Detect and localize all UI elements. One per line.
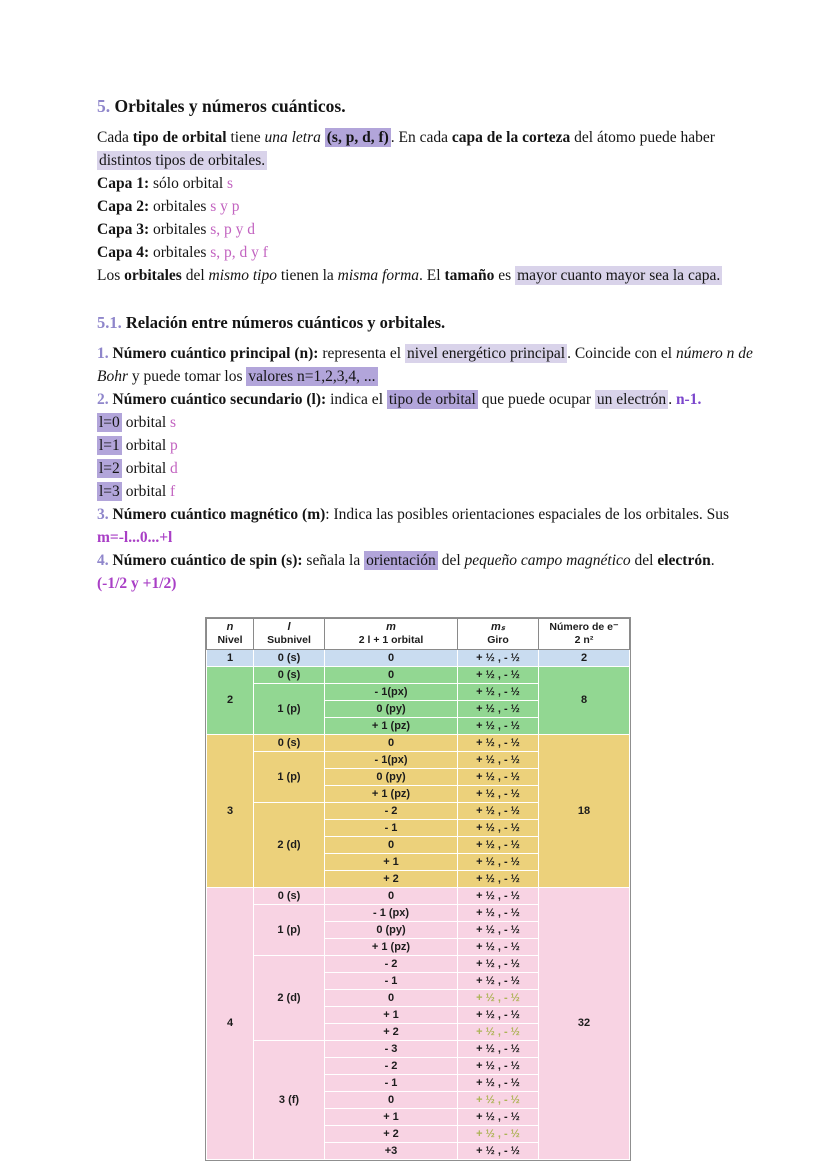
cell-spin: + ½ , - ½ [458, 1041, 539, 1058]
table-row [207, 667, 630, 684]
text-run: Los [97, 267, 125, 284]
formula-run: (-1/2 y +1/2) [97, 575, 177, 592]
highlight-run: (s, p, d, f) [326, 129, 389, 146]
cell-spin: + ½ , - ½ [458, 990, 539, 1007]
col-header-subnivel [254, 619, 325, 650]
text-run: . El [419, 267, 445, 284]
cell-m: + 2 [325, 871, 458, 888]
item-principal-n [97, 342, 759, 388]
orbital-letters: p [170, 437, 178, 454]
cell-nivel: 2 [207, 667, 254, 735]
text-run: capa de la corteza [451, 129, 571, 146]
capa-label: Capa 2: [97, 198, 150, 215]
list-number: 3. [97, 506, 113, 523]
cell-subnivel: 1 (p) [254, 752, 325, 803]
l-value-tag: l=2 [99, 460, 120, 477]
formula-run: n-1. [675, 391, 702, 408]
orbital-letters: f [170, 483, 176, 500]
cell-m: 0 [325, 650, 458, 667]
text-run: Número cuántico principal (n): [112, 345, 319, 362]
cell-nivel: 1 [207, 650, 254, 667]
subsection-number: 5.1. [97, 313, 122, 332]
cell-m: + 1 (pz) [325, 939, 458, 956]
header-label: Subnivel [267, 634, 311, 646]
cell-spin: + ½ , - ½ [458, 922, 539, 939]
highlight-run: orientación [366, 552, 436, 569]
text-run: pequeño campo magnético [464, 552, 631, 569]
cell-subnivel: 2 (d) [254, 956, 325, 1041]
item-secundario-l [97, 388, 759, 411]
section-number: 5. [97, 96, 111, 116]
cell-spin: + ½ , - ½ [458, 1058, 539, 1075]
cell-m: - 1 [325, 973, 458, 990]
text-run: orbitales [149, 244, 211, 261]
cell-spin: + ½ , - ½ [458, 1024, 539, 1041]
cell-subnivel: 0 (s) [254, 667, 325, 684]
table-row [207, 650, 630, 667]
highlight-run: valores n=1,2,3,4, ... [248, 368, 376, 385]
cell-m: - 2 [325, 803, 458, 820]
list-number: 1. [97, 345, 113, 362]
capa-label: Capa 1: [97, 175, 150, 192]
text-run: electrón [657, 552, 711, 569]
header-symbol: l [287, 621, 291, 633]
cell-subnivel: 1 (p) [254, 905, 325, 956]
header-label: 2 l + 1 orbital [358, 634, 424, 646]
text-run: orbitales [124, 267, 182, 284]
formula-run: m=-l...0...+l [97, 529, 173, 546]
l-value-line-1 [97, 434, 759, 457]
text-run: . En cada [390, 129, 452, 146]
cell-spin: + ½ , - ½ [458, 701, 539, 718]
cell-m: 0 (py) [325, 701, 458, 718]
orbital-letters: s [170, 414, 177, 431]
header-label: Nivel [217, 634, 243, 646]
list-number: 4. [97, 552, 113, 569]
l-value-line-3 [97, 480, 759, 503]
item-spin-s [97, 549, 759, 572]
section-heading [97, 95, 759, 117]
cell-m: 0 (py) [325, 769, 458, 786]
l-value-line-2 [97, 457, 759, 480]
paragraph-intro [97, 126, 759, 172]
l-value-tag: l=3 [99, 483, 120, 500]
cell-m: 0 [325, 837, 458, 854]
cell-subnivel: 0 (s) [254, 735, 325, 752]
document-body [97, 95, 759, 1168]
cell-spin: + ½ , - ½ [458, 973, 539, 990]
cell-m: + 1 (pz) [325, 718, 458, 735]
text-run: representa el [318, 345, 405, 362]
text-run: del [630, 552, 658, 569]
cell-subnivel: 1 (p) [254, 684, 325, 735]
text-run: una letra [264, 129, 321, 146]
cell-m: 0 [325, 667, 458, 684]
header-label: 2 n² [574, 634, 594, 646]
section-title-text: Orbitales y números cuánticos. [110, 96, 346, 116]
cell-spin: + ½ , - ½ [458, 939, 539, 956]
cell-spin: + ½ , - ½ [458, 667, 539, 684]
col-header-m [325, 619, 458, 650]
highlight-run: tipo de orbital [388, 391, 476, 408]
cell-spin: + ½ , - ½ [458, 1109, 539, 1126]
text-run: orbitales [149, 221, 211, 238]
cell-m: - 1 (px) [325, 905, 458, 922]
paragraph-shape [97, 264, 759, 287]
highlight-run: mayor cuanto mayor sea la capa. [517, 267, 721, 284]
text-run: Número cuántico magnético (m) [112, 506, 326, 523]
capa-line-4 [97, 241, 759, 264]
l-value-tag: l=1 [99, 437, 120, 454]
cell-m: - 1 [325, 820, 458, 837]
cell-spin: + ½ , - ½ [458, 854, 539, 871]
orbital-letters: s [227, 175, 234, 192]
table-row [207, 888, 630, 905]
cell-m: 0 [325, 888, 458, 905]
text-run: misma forma [337, 267, 420, 284]
text-run: . [710, 552, 715, 569]
text-run: orbital [121, 414, 171, 431]
cell-total: 8 [539, 667, 630, 735]
m-range-line [97, 526, 759, 549]
text-run: señala la [302, 552, 365, 569]
cell-spin: + ½ , - ½ [458, 888, 539, 905]
highlight-run: distintos tipos de orbitales. [99, 152, 266, 169]
cell-total: 18 [539, 735, 630, 888]
text-run: indica el [326, 391, 387, 408]
cell-m: + 1 [325, 1007, 458, 1024]
cell-m: - 3 [325, 1041, 458, 1058]
cell-m: 0 [325, 1092, 458, 1109]
cell-m: + 1 [325, 1109, 458, 1126]
capa-line-3 [97, 218, 759, 241]
cell-spin: + ½ , - ½ [458, 1126, 539, 1143]
text-run: tienen la [276, 267, 338, 284]
text-run: y puede tomar los [128, 368, 247, 385]
cell-subnivel: 0 (s) [254, 888, 325, 905]
cell-m: - 1(px) [325, 684, 458, 701]
cell-spin: + ½ , - ½ [458, 1075, 539, 1092]
text-run: orbital [121, 437, 171, 454]
text-run: orbital [121, 483, 171, 500]
cell-spin: + ½ , - ½ [458, 735, 539, 752]
text-run: : Indica las posibles orientaciones espaciales de los orbitales. Sus [325, 506, 730, 523]
cell-total: 2 [539, 650, 630, 667]
text-run: del [437, 552, 465, 569]
table-header-row [207, 619, 630, 650]
capa-label: Capa 4: [97, 244, 150, 261]
cell-spin: + ½ , - ½ [458, 820, 539, 837]
cell-spin: + ½ , - ½ [458, 956, 539, 973]
cell-spin: + ½ , - ½ [458, 718, 539, 735]
cell-spin: + ½ , - ½ [458, 786, 539, 803]
subsection-heading [97, 312, 759, 334]
text-run: tamaño [444, 267, 495, 284]
cell-total: 32 [539, 888, 630, 1160]
cell-spin: + ½ , - ½ [458, 1143, 539, 1160]
text-run: del [181, 267, 209, 284]
text-run: . [668, 391, 676, 408]
cell-m: 0 [325, 990, 458, 1007]
cell-m: - 2 [325, 1058, 458, 1075]
text-run: mismo tipo [208, 267, 277, 284]
subsection-title-text: Relación entre números cuánticos y orbitales. [121, 313, 446, 332]
item-magnetico-m [97, 503, 759, 526]
cell-spin: + ½ , - ½ [458, 905, 539, 922]
cell-m: + 2 [325, 1024, 458, 1041]
cell-spin: + ½ , - ½ [458, 837, 539, 854]
header-symbol: Número de e⁻ [549, 621, 619, 633]
text-run: que puede ocupar [477, 391, 595, 408]
highlight-run: un electrón [596, 391, 667, 408]
cell-m: 0 [325, 735, 458, 752]
col-header-electrones [539, 619, 630, 650]
cell-spin: + ½ , - ½ [458, 752, 539, 769]
quantum-numbers-table [205, 617, 631, 1161]
list-number: 2. [97, 391, 113, 408]
text-run: Número cuántico de spin (s): [112, 552, 303, 569]
cell-m: - 2 [325, 956, 458, 973]
orbital-letters: d [170, 460, 178, 477]
cell-spin: + ½ , - ½ [458, 684, 539, 701]
text-run: del átomo puede haber [570, 129, 715, 146]
cell-m: 0 (py) [325, 922, 458, 939]
cell-subnivel: 3 (f) [254, 1041, 325, 1160]
header-symbol: mₛ [491, 621, 505, 633]
col-header-nivel [207, 619, 254, 650]
cell-m: + 1 [325, 854, 458, 871]
col-header-giro [458, 619, 539, 650]
cell-nivel: 3 [207, 735, 254, 888]
l-value-tag: l=0 [99, 414, 120, 431]
capa-line-1 [97, 172, 759, 195]
capa-label: Capa 3: [97, 221, 150, 238]
cell-m: + 1 (pz) [325, 786, 458, 803]
text-run: tiene [226, 129, 265, 146]
header-symbol: n [226, 621, 234, 633]
cell-m: + 2 [325, 1126, 458, 1143]
text-run: Número cuántico secundario (l): [112, 391, 327, 408]
text-run: sólo orbital [149, 175, 228, 192]
orbital-letters: s, p, d y f [210, 244, 268, 261]
cell-nivel: 4 [207, 888, 254, 1160]
orbital-letters: s, p y d [210, 221, 256, 238]
text-run: . Coincide con el [567, 345, 676, 362]
cell-spin: + ½ , - ½ [458, 1007, 539, 1024]
text-run: es [494, 267, 516, 284]
header-label: Giro [487, 634, 509, 646]
capa-line-2 [97, 195, 759, 218]
l-value-line-0 [97, 411, 759, 434]
cell-spin: + ½ , - ½ [458, 650, 539, 667]
text-run: número n de Bohr [97, 345, 753, 385]
table-row [207, 735, 630, 752]
cell-spin: + ½ , - ½ [458, 769, 539, 786]
cell-subnivel: 0 (s) [254, 650, 325, 667]
highlight-run: nivel energético principal [406, 345, 566, 362]
cell-spin: + ½ , - ½ [458, 803, 539, 820]
header-symbol: m [386, 621, 396, 633]
cell-m: - 1 [325, 1075, 458, 1092]
spin-values-line [97, 572, 759, 595]
cell-m: - 1(px) [325, 752, 458, 769]
text-run: orbitales [149, 198, 211, 215]
orbital-letters: s y p [210, 198, 240, 215]
text-run: orbital [121, 460, 171, 477]
cell-subnivel: 2 (d) [254, 803, 325, 888]
cell-m: +3 [325, 1143, 458, 1160]
cell-spin: + ½ , - ½ [458, 871, 539, 888]
text-run: Cada [97, 129, 133, 146]
text-run: tipo de orbital [132, 129, 227, 146]
cell-spin: + ½ , - ½ [458, 1092, 539, 1109]
